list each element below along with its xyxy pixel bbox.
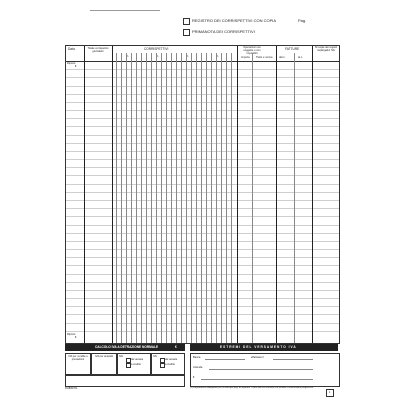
banca-label: Banca	[193, 356, 201, 359]
column-line	[126, 53, 127, 343]
estremi-header	[190, 344, 338, 351]
table-row	[66, 151, 339, 152]
col-corrispettivi: CORRISPETTIVI	[144, 47, 169, 51]
col-nr-copie: Nr copie dei registri riepilogativi IVA	[314, 46, 338, 52]
column-divider	[112, 46, 113, 343]
column-line	[206, 53, 207, 343]
table-row	[66, 69, 339, 70]
estremi-euro: €	[193, 376, 195, 379]
table-row	[66, 102, 339, 103]
riporto-top: Riporto	[67, 62, 76, 65]
table-row	[66, 143, 339, 144]
footnote: (1) Registrazioni obbligatorie per le fotocopie pag. da riportare. Prima dell'uso intestare con periodo e numerazione progressiva.	[190, 387, 314, 389]
column-divider	[237, 46, 238, 343]
da-versare-label-1: da versare	[131, 358, 144, 361]
col-fatture: FATTURE	[285, 47, 300, 51]
column-line	[226, 53, 227, 343]
register-page	[60, 0, 342, 400]
column-line	[221, 53, 222, 343]
banca-line	[205, 359, 245, 360]
table-row	[66, 314, 339, 315]
iva-result-label-1: IVA	[119, 355, 123, 358]
column-line	[151, 53, 152, 343]
column-line	[181, 53, 182, 343]
pct-label-2: %	[156, 55, 159, 58]
table-row	[66, 77, 339, 78]
column-line	[121, 53, 122, 343]
euro-bottom: €	[75, 336, 77, 339]
pct-label-4: %	[216, 55, 219, 58]
a-credito-label-1: a credito	[131, 363, 141, 366]
column-line	[191, 53, 192, 343]
page-number-box	[326, 389, 334, 397]
iva-result-box-2	[151, 353, 185, 375]
col-titolo: Titolo e norma	[256, 56, 273, 59]
corrispettivi-table	[65, 45, 340, 344]
pct-label-1: %	[126, 55, 129, 58]
table-row	[66, 118, 339, 119]
table-row	[66, 225, 339, 226]
column-line	[211, 53, 212, 343]
col-operazioni: Operazioni non soggette o non imponibili	[243, 46, 261, 55]
euro-top: €	[75, 65, 77, 68]
column-line	[156, 53, 157, 343]
table-row	[66, 274, 339, 275]
option1-checkbox[interactable]	[183, 18, 190, 25]
table-row	[66, 208, 339, 209]
form-code: DU800701	[65, 387, 78, 390]
col-data: Data	[68, 47, 75, 51]
page-number: 1	[329, 391, 331, 394]
table-row	[66, 126, 339, 127]
column-line	[294, 53, 295, 343]
table-row	[66, 257, 339, 258]
table-row	[66, 135, 339, 136]
column-line	[216, 53, 217, 343]
iva-vendite-label: IVA per vendite e prestazioni	[68, 355, 88, 361]
estremi-title: ESTREMI DEL VERSAMENTO IVA	[220, 345, 297, 349]
option2-checkbox[interactable]	[183, 29, 190, 36]
col-fatt-da: dal n.	[279, 56, 286, 59]
column-divider	[276, 46, 277, 343]
column-line	[161, 53, 162, 343]
da-versare-label-2: da versare	[165, 358, 178, 361]
page-label: Pag.	[298, 18, 307, 23]
amount-line	[201, 379, 313, 380]
a-credito-label-2: a credito	[165, 363, 175, 366]
column-line	[166, 53, 167, 343]
column-line	[176, 53, 177, 343]
table-row	[66, 282, 339, 283]
table-row	[66, 184, 339, 185]
column-divider	[312, 46, 313, 343]
table-row	[66, 331, 339, 332]
column-line	[136, 53, 137, 343]
calcolo-euro: €	[175, 345, 177, 349]
iva-acquisti-label: IVA per acquisti	[95, 355, 113, 358]
column-line	[131, 53, 132, 343]
table-row	[66, 233, 339, 234]
col-fatt-a: al n.	[298, 56, 303, 59]
table-row	[66, 86, 339, 87]
estremi-box	[190, 353, 340, 387]
calcolo-header	[65, 344, 185, 351]
heading-line	[90, 10, 160, 11]
pct-label-3: %	[186, 55, 189, 58]
calcolo-values-row	[65, 375, 185, 387]
column-line	[186, 53, 187, 343]
option2-label: PRIMANOTA DEI CORRISPETTIVI	[192, 29, 255, 34]
iva-acquisti-box	[91, 353, 117, 375]
column-line	[231, 53, 232, 343]
calcolo-title: CALCOLO IVA A DETRAZIONE NORMALE	[95, 345, 159, 349]
iva-vendite-box	[65, 353, 91, 375]
iva-result-box-1	[117, 353, 151, 375]
table-row	[66, 200, 339, 201]
table-row	[66, 159, 339, 160]
table-row	[66, 298, 339, 299]
table-row	[66, 192, 339, 193]
riporto-bottom: Riporto	[67, 333, 76, 336]
table-row	[66, 249, 339, 250]
column-line	[201, 53, 202, 343]
column-line	[196, 53, 197, 343]
table-row	[66, 306, 339, 307]
azienda-label: Azienda	[193, 366, 203, 369]
col-totale: Totale corrispettivi giornalieri	[87, 47, 109, 53]
table-header	[66, 46, 339, 62]
table-row	[66, 216, 339, 217]
column-line	[146, 53, 147, 343]
column-line	[171, 53, 172, 343]
column-line	[116, 53, 117, 343]
table-row	[66, 94, 339, 95]
effettuato-line	[273, 359, 313, 360]
option1-label: REGISTRO DEI CORRISPETTIVI CON COPIA	[192, 18, 277, 23]
table-row	[66, 241, 339, 242]
azienda-line	[209, 369, 313, 370]
col-importo: Importo	[241, 56, 250, 59]
table-row	[66, 323, 339, 324]
table-row	[66, 290, 339, 291]
column-line	[252, 53, 253, 343]
iva-result-label-2: IVA	[153, 355, 157, 358]
table-row	[66, 265, 339, 266]
column-divider	[84, 46, 85, 343]
effettuato-label: effettuato il	[251, 356, 264, 359]
table-row	[66, 110, 339, 111]
table-row	[66, 167, 339, 168]
bottom-section	[65, 344, 338, 392]
column-line	[141, 53, 142, 343]
table-row	[66, 175, 339, 176]
